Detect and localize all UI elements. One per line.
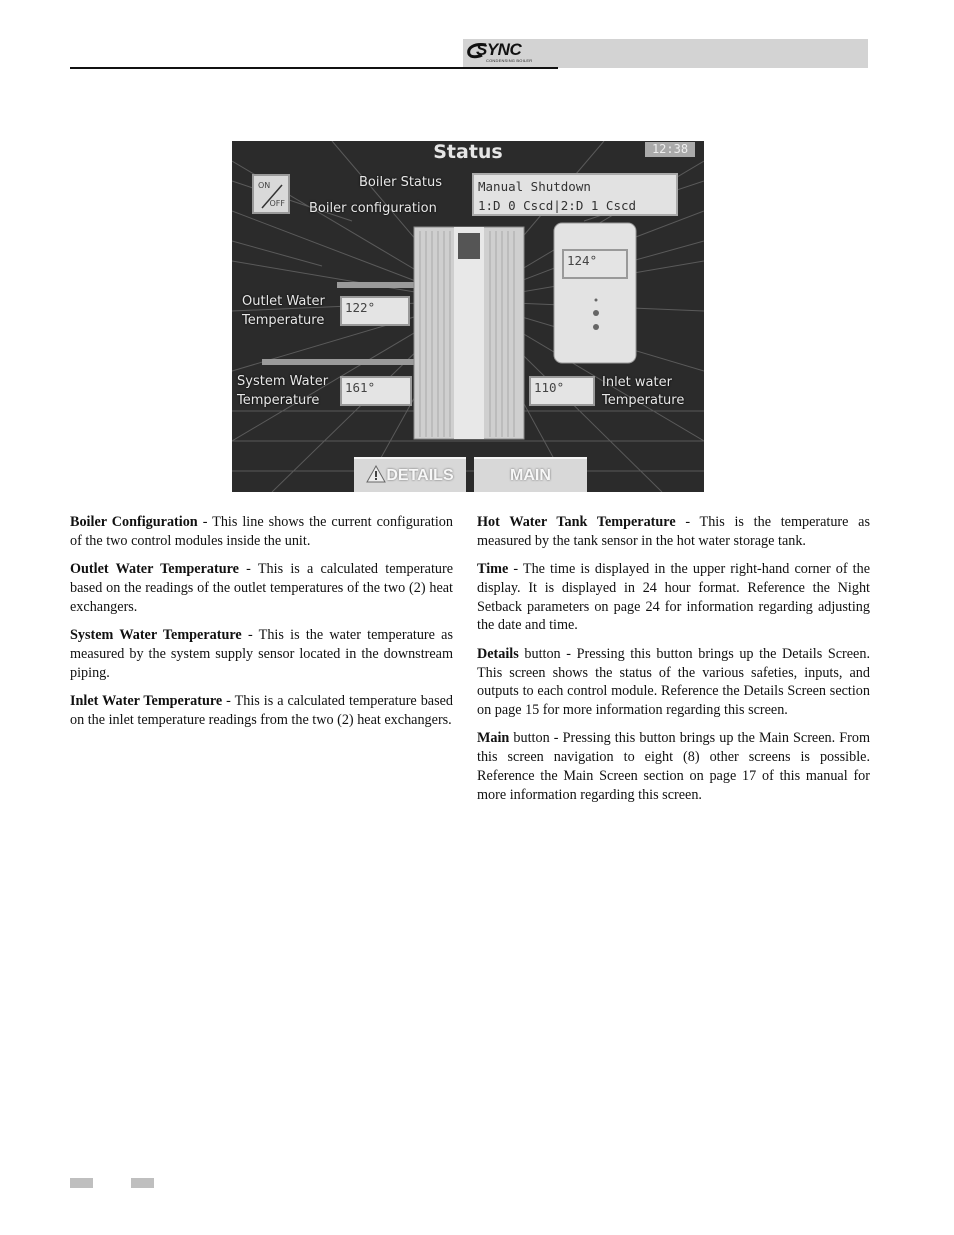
right-text-column <box>477 513 870 814</box>
right-column-paragraph <box>477 513 870 551</box>
boiler-graphic <box>414 227 524 439</box>
on-off-button[interactable] <box>252 174 290 214</box>
boiler-config-label: Boiler configuration <box>309 201 437 216</box>
outlet-label-2: Temperature <box>242 313 325 328</box>
left-column-paragraph <box>70 692 453 730</box>
paragraph-text: - This is the water temperature as measured by the system supply sensor located in the downstream piping. <box>70 626 453 681</box>
paragraph-term: Details <box>477 645 519 662</box>
boiler-status-label: Boiler Status <box>359 175 442 190</box>
water-tank-graphic <box>554 223 636 363</box>
brand-subtitle: CONDENSING BOILER <box>486 58 533 63</box>
left-column-paragraph <box>70 513 453 551</box>
tank-temp-box: 124° <box>562 249 628 279</box>
paragraph-text: - This line shows the current configuration of the two control modules inside the unit. <box>70 514 453 549</box>
left-text-column <box>70 513 453 739</box>
brand-name: SYNC <box>476 40 522 59</box>
on-label: ON <box>258 181 271 190</box>
paragraph-term: Time <box>477 561 509 578</box>
status-line-1: Manual Shutdown <box>478 179 591 194</box>
screen-title: Status <box>433 141 503 163</box>
paragraph-term: System Water Temperature <box>70 626 242 643</box>
footer-marker-left <box>70 1178 93 1188</box>
main-button[interactable] <box>474 457 587 492</box>
paragraph-term: Boiler Configuration <box>70 514 198 530</box>
paragraph-term: Main <box>477 730 510 747</box>
left-column-paragraph <box>70 560 453 616</box>
sync-logo <box>466 40 546 66</box>
system-label-1: System Water <box>237 374 329 389</box>
paragraph-term: Hot Water Tank Temperature <box>477 514 676 530</box>
paragraph-text: button - Pressing this button brings up the Main Screen. From this screen navigation to eight (8) other screens is possible. Reference the Main Screen section on page 17 of this manual for more information regarding this screen. <box>477 730 870 803</box>
warning-icon <box>366 465 386 483</box>
inlet-label-2: Temperature <box>602 393 685 408</box>
header-rule <box>70 67 558 69</box>
boiler-status-box <box>472 173 678 216</box>
screen-time: 12:38 <box>645 142 695 157</box>
system-label-2: Temperature <box>237 393 320 408</box>
right-column-paragraph <box>477 560 870 635</box>
status-line-2: 1:D 0 Cscd|2:D 1 Cscd <box>478 198 637 213</box>
details-button-label: DETAILS <box>386 467 454 484</box>
status-screen-image <box>232 141 704 492</box>
paragraph-text: - This is a calculated temperature based on the readings of the outlet temperatures of the two (2) heat exchangers. <box>70 561 454 615</box>
footer-marker-right <box>131 1178 154 1188</box>
paragraph-term: Inlet Water Temperature <box>70 692 223 709</box>
right-column-paragraph <box>477 729 870 804</box>
left-column-paragraph <box>70 626 453 682</box>
inlet-label-1: Inlet water <box>602 375 672 390</box>
outlet-label-1: Outlet Water <box>242 294 325 309</box>
paragraph-text: button - Pressing this button brings up the Details Screen. This screen shows the status of the various safeties, inputs, and outputs to each control module. Reference the Details Screen section on page 15 for more information regarding this screen. <box>477 645 870 719</box>
system-temp-box: 161° <box>340 376 412 406</box>
inlet-temp-box: 110° <box>529 376 595 406</box>
outlet-temp-box: 122° <box>340 296 410 326</box>
right-column-paragraph <box>477 645 870 720</box>
paragraph-text: - The time is displayed in the upper right-hand corner of the display. It is displayed in 24 hour format. Reference the Night Setback parameters on page 24 for information regarding adjusting the date and time. <box>477 561 870 634</box>
paragraph-text: - This is a calculated temperature based on the inlet temperature readings from the two (2) heat exchangers. <box>70 692 454 728</box>
details-button[interactable] <box>354 457 466 492</box>
off-label: OFF <box>269 199 285 208</box>
main-button-label: MAIN <box>510 467 551 484</box>
paragraph-term: Outlet Water Temperature <box>70 561 239 578</box>
paragraph-text: - This is the temperature as measured by the tank sensor in the hot water storage tank. <box>477 514 870 549</box>
